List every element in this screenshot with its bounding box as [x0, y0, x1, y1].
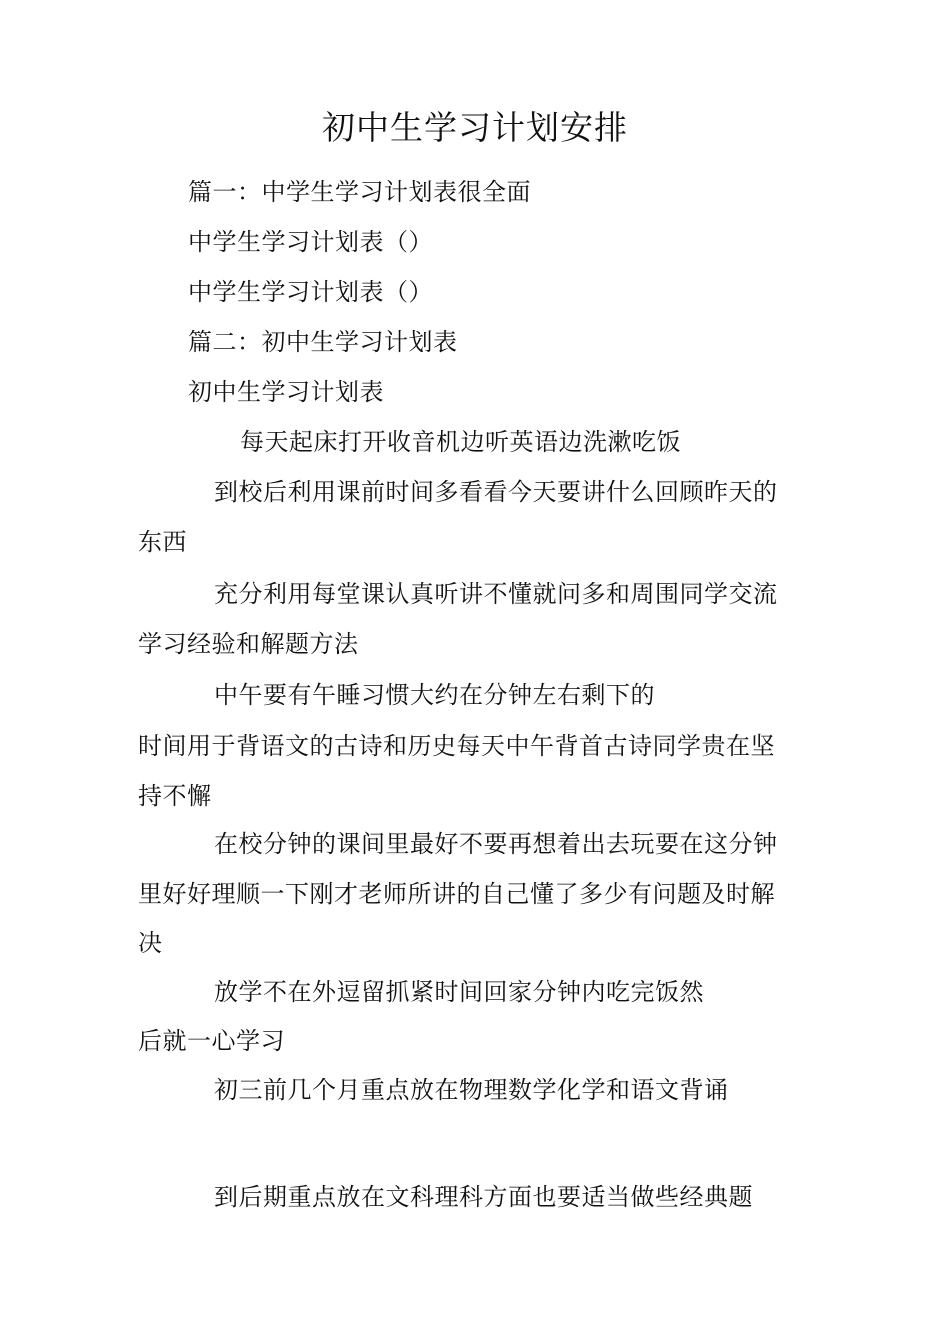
- text-line-4: 篇二：初中生学习计划表: [188, 328, 458, 356]
- text-line-3: 中学生学习计划表（）: [188, 278, 433, 306]
- text-line-6: 每天起床打开收音机边听英语边洗漱吃饭: [240, 428, 681, 456]
- text-line-10: 学习经验和解题方法: [138, 630, 359, 658]
- text-line-2: 中学生学习计划表（）: [188, 228, 433, 256]
- text-line-8: 东西: [138, 528, 187, 556]
- text-line-17: 放学不在外逗留抓紧时间回家分钟内吃完饭然: [214, 978, 704, 1006]
- document-title: 初中生学习计划安排: [322, 108, 628, 147]
- text-line-18: 后就一心学习: [138, 1027, 285, 1055]
- text-line-14: 在校分钟的课间里最好不要再想着出去玩要在这分钟: [214, 830, 778, 858]
- text-line-7: 到校后利用课前时间多看看今天要讲什么回顾昨天的: [214, 478, 778, 506]
- text-line-12: 时间用于背语文的古诗和历史每天中午背首古诗同学贵在坚: [138, 732, 775, 760]
- text-line-15: 里好好理顺一下刚才老师所讲的自己懂了多少有问题及时解: [138, 880, 775, 908]
- text-line-20: 到后期重点放在文科理科方面也要适当做些经典题: [214, 1183, 753, 1211]
- text-line-9: 充分利用每堂课认真听讲不懂就问多和周围同学交流: [214, 580, 778, 608]
- text-line-1: 篇一：中学生学习计划表很全面: [188, 178, 531, 206]
- text-line-16: 决: [138, 929, 163, 957]
- text-line-11: 中午要有午睡习惯大约在分钟左右剩下的: [214, 681, 655, 709]
- text-line-19: 初三前几个月重点放在物理数学化学和语文背诵: [214, 1076, 729, 1104]
- text-line-5: 初中生学习计划表: [188, 378, 384, 406]
- text-line-13: 持不懈: [138, 782, 212, 810]
